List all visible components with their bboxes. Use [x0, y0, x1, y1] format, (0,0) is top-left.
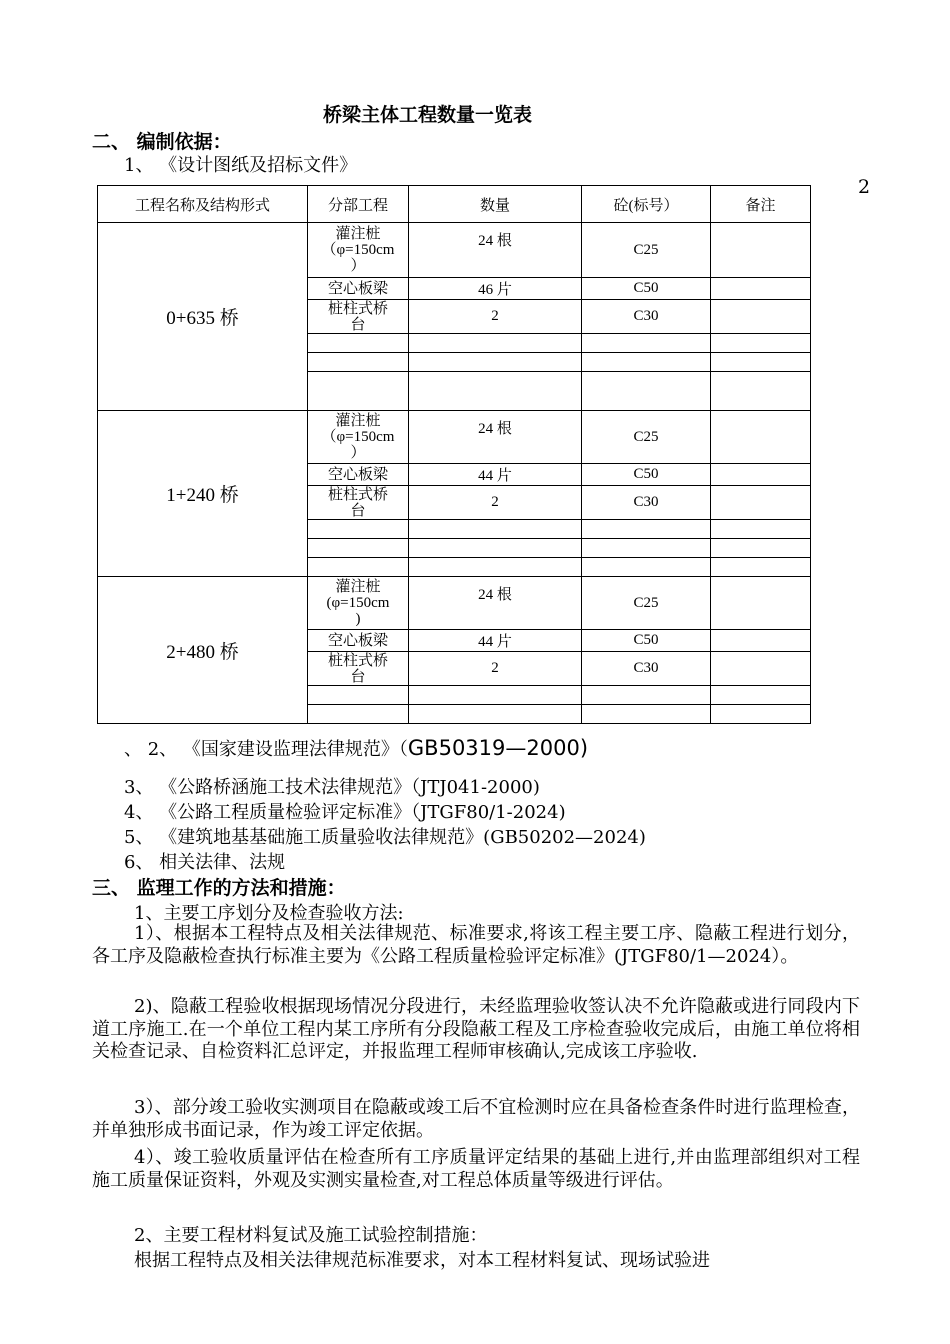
part-cell: 桩柱式桥 台 [308, 652, 409, 686]
grade-cell: C50 [582, 278, 711, 300]
header-cell: 数量 [409, 186, 582, 223]
methods-paragraph-2: 2)、隐蔽工程验收根据现场情况分段进行，未经监理验收签认决不允许隐蔽或进行同段内下道工序施工.在一个单位工程内某工序所有分段隐蔽工程及工序检查验收完成后，由施工单位将相关检查记录、自检资料汇总评定，并报监理工程师审核确认,完成该工序验收. [92, 996, 860, 1062]
grade-cell: C25 [582, 411, 711, 464]
table-row [98, 411, 811, 464]
remark-cell [711, 577, 811, 630]
part-cell: 空心板梁 [308, 630, 409, 652]
methods-paragraph-4: 4）、竣工验收质量评估在检查所有工序质量评定结果的基础上进行,并由监理部组织对工程施工质量保证资料，外观及实测实量检查,对工程总体质量等级进行评估。 [92, 1147, 860, 1191]
grade-cell: C50 [582, 464, 711, 486]
grade-cell: C30 [582, 486, 711, 520]
bridge-name: 2+480 桥 [98, 577, 308, 724]
basis-item-5: 5、 《建筑地基基础施工质量验收法律规范》(GB50202—2024) [124, 827, 646, 848]
remark-cell [711, 486, 811, 520]
part-cell: 灌注桩 (φ=150cm ) [308, 577, 409, 630]
quantity-cell: 2 [409, 652, 582, 686]
bridge-name: 1+240 桥 [98, 411, 308, 577]
basis-item-2: 、 2、 《国家建设监理法律规范》（GB50319—2000) [124, 736, 589, 760]
bridge-name: 0+635 桥 [98, 223, 308, 411]
page-number: 2 [858, 176, 871, 198]
grade-cell: C30 [582, 652, 711, 686]
part-cell: 桩柱式桥 台 [308, 486, 409, 520]
part-cell: 空心板梁 [308, 278, 409, 300]
quantity-cell: 44 片 [409, 464, 582, 486]
quantity-table [97, 185, 811, 724]
remark-cell [711, 278, 811, 300]
grade-cell: C50 [582, 630, 711, 652]
section-heading-methods: 三、 监理工作的方法和措施： [92, 877, 346, 899]
methods-paragraph-1: 1）、根据本工程特点及相关法律规范、标准要求,将该工程主要工序、隐蔽工程进行划分，各工序及隐蔽检查执行标准主要为《公路工程质量检验评定标准》(JTGF80/1—2024）。 [92, 923, 860, 967]
remark-cell [711, 630, 811, 652]
remark-cell [711, 300, 811, 334]
part-cell: 灌注桩 （φ=150cm ） [308, 223, 409, 278]
header-cell: 备注 [711, 186, 811, 223]
table-row [98, 577, 811, 630]
methods-paragraph-5: 根据工程特点及相关法律规范标准要求，对本工程材料复试、现场试验进 [134, 1250, 710, 1271]
quantity-cell: 2 [409, 486, 582, 520]
remark-cell [711, 223, 811, 278]
section-heading-basis: 二、 编制依据： [92, 131, 232, 153]
header-cell: 工程名称及结构形式 [98, 186, 308, 223]
quantity-cell: 46 片 [409, 278, 582, 300]
basis-item-4: 4、 《公路工程质量检验评定标准》（JTGF80/1-2024) [124, 802, 566, 823]
grade-cell: C30 [582, 300, 711, 334]
header-cell: 分部工程 [308, 186, 409, 223]
remark-cell [711, 652, 811, 686]
part-cell: 空心板梁 [308, 464, 409, 486]
quantity-cell: 24 根 [409, 577, 582, 630]
basis-item-1: 1、 《设计图纸及招标文件》 [124, 155, 358, 176]
quantity-cell: 24 根 [409, 411, 582, 464]
quantity-cell: 24 根 [409, 223, 582, 278]
remark-cell [711, 411, 811, 464]
part-cell: 灌注桩 （φ=150cm ） [308, 411, 409, 464]
part-cell: 桩柱式桥 台 [308, 300, 409, 334]
remark-cell [711, 464, 811, 486]
table-row [98, 223, 811, 278]
grade-cell: C25 [582, 577, 711, 630]
basis-item-6: 6、 相关法律、法规 [124, 852, 286, 873]
page-title: 桥梁主体工程数量一览表 [322, 104, 532, 126]
grade-cell: C25 [582, 223, 711, 278]
methods-sub-1: 1、主要工序划分及检查验收方法: [134, 903, 404, 924]
table-header-row [98, 186, 811, 223]
methods-paragraph-3: 3）、部分竣工验收实测项目在隐蔽或竣工后不宜检测时应在具备检查条件时进行监理检查，并单独形成书面记录，作为竣工评定依据。 [92, 1097, 860, 1141]
basis-item-3: 3、 《公路桥涵施工技术法律规范》（JTJ041-2000) [124, 777, 540, 798]
quantity-cell: 44 片 [409, 630, 582, 652]
header-cell: 砼(标号） [582, 186, 711, 223]
methods-sub-2: 2、主要工程材料复试及施工试验控制措施： [134, 1225, 488, 1246]
quantity-cell: 2 [409, 300, 582, 334]
